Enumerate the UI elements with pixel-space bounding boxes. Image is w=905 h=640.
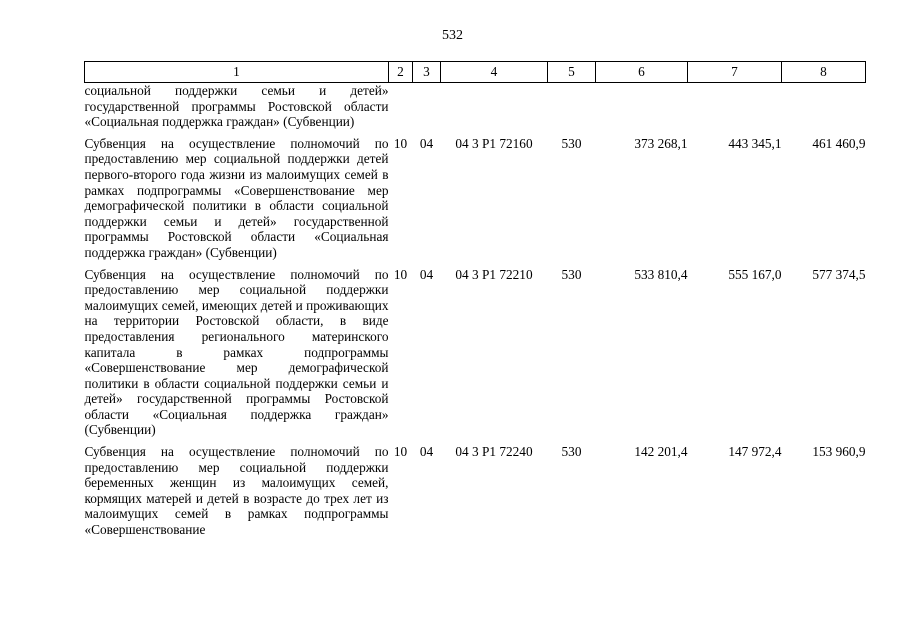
row-expense-type: 530 [561,266,582,282]
row-subsection: 04 [419,444,434,460]
row-amount-2: 147 972,4 [728,444,782,460]
row-amount-3: 577 374,5 [812,266,866,282]
table-row [85,261,866,439]
row-amount-2: 443 345,1 [728,135,782,151]
row-amount-3: 461 460,9 [812,135,866,151]
row-amount-3 [782,83,866,130]
header-col-5: 5 [548,62,596,83]
row-subsection [413,83,441,130]
page-number: 532 [442,28,463,43]
row-amount-2: 555 167,0 [728,266,782,282]
table-header-row [85,62,866,83]
row-amount-1: 142 201,4 [634,444,688,460]
row-target-article [441,83,548,130]
row-target-article: 04 3 P1 72240 [455,444,533,460]
table-row [85,438,866,538]
row-target-article: 04 3 P1 72160 [455,135,533,151]
row-target-article: 04 3 P1 72210 [455,266,533,282]
row-description: Субвенция на осуществление полномочий по предоставлению мер социальной поддержки детей первого-второго года жизни из малоимущих семей в рамках подпрограммы «Совершенствование мер демографической политики в области социальной поддержки семьи и детей» государственной программы Ростовской области «Социальная поддержка граждан» (Субвенции) [84,135,389,260]
header-col-4: 4 [441,62,548,83]
table-row [85,130,866,261]
header-col-8: 8 [782,62,866,83]
row-section [389,83,413,130]
budget-table [84,61,866,538]
row-description: Субвенция на осуществление полномочий по предоставлению мер социальной поддержки беременных женщин из малоимущих семей, кормящих матерей и детей в возрасте до трех лет из малоимущих семей в рамках подпрограммы «Совершенствование [84,444,389,538]
row-description: Субвенция на осуществление полномочий по предоставлению мер социальной поддержки малоимущих семей, имеющих детей и проживающих на территории Ростовской области, в виде предоставления регионального материнского капитала в рамках подпрограммы «Совершенствование мер демографической политики в области социальной поддержки семьи и детей» государственной программы Ростовской области «Социальная поддержка граждан» (Субвенции) [84,266,389,438]
row-amount-2 [688,83,782,130]
header-col-7: 7 [688,62,782,83]
row-amount-1 [596,83,688,130]
row-subsection: 04 [419,135,434,151]
row-expense-type: 530 [561,135,582,151]
table-row [85,83,866,130]
row-expense-type [548,83,596,130]
row-subsection: 04 [419,266,434,282]
row-section: 10 [393,266,408,282]
row-section: 10 [393,135,408,151]
row-expense-type: 530 [561,444,582,460]
header-col-3: 3 [413,62,441,83]
row-description: социальной поддержки семьи и детей» государственной программы Ростовской области «Социальная поддержка граждан» (Субвенции) [84,83,389,130]
header-col-6: 6 [596,62,688,83]
row-amount-3: 153 960,9 [812,444,866,460]
row-amount-1: 373 268,1 [634,135,688,151]
row-amount-1: 533 810,4 [634,266,688,282]
row-section: 10 [393,444,408,460]
header-col-2: 2 [389,62,413,83]
header-col-1: 1 [85,62,389,83]
